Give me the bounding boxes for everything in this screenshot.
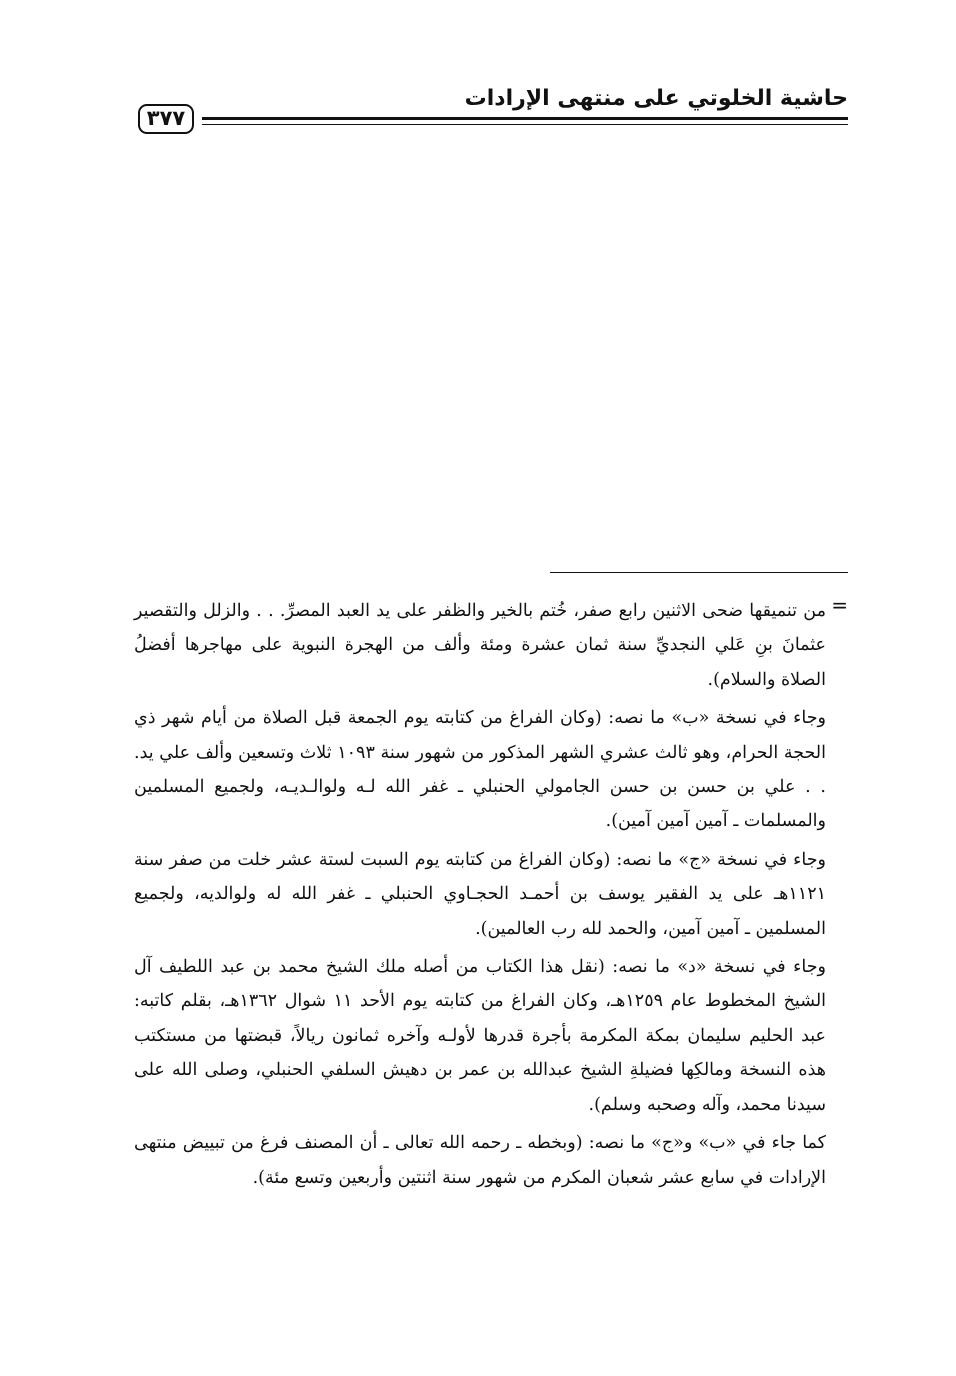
footnote-paragraph: كما جاء في «ب» و«ج» ما نصه: (وبخطه ـ رحمه الله تعالى ـ أن المصنف فرغ من تبييض منتهى الإرادات في سابع عشر شعبان المكرم من شهور سنة اثنتين وأربعين وتسع مئة). — [134, 1133, 826, 1188]
footnote-separator — [550, 572, 848, 573]
header-rule-thin — [202, 124, 848, 125]
footnote-paragraph: وجاء في نسخة «ب» ما نصه: (وكان الفراغ من كتابته يوم الجمعة قبل الصلاة من أيام شهر ذي الحجة الحرام، وهو ثالث عشري الشهر المذكور من شهور سنة ١٠٩٣ ثلاث وتسعين وألف علي يد. . . علي بن حسن بن حسن الجامولي الحنبلي ـ غفر الله لـه ولوالـديـه، ولجميع المسلمين والمسلمات ـ آمين آمين آمين). — [134, 708, 826, 832]
header-rule-thick — [202, 117, 848, 120]
footnote-continuation-mark: = — [831, 593, 848, 617]
footnote-paragraph: وجاء في نسخة «ج» ما نصه: (وكان الفراغ من كتابته يوم السبت لستة عشر خلت من صفر سنة ١١٢١هـ على يد الفقير يوسف بن أحمـد الحجـاوي الحنبلي ـ غفر الله له ولوالديه، ولجميع المسلمين ـ آمين آمين، والحمد لله رب العالمين). — [134, 849, 826, 939]
footnote-paragraph: من تنميقها ضحى الاثنين رابع صفر، خُتم بالخير والظفر على يد العبد المصرِّ. . . والزلل والتقصير عثمانَ بنِ عَلي النجديِّ سنة ثمان عشرة ومئة وألف من الهجرة النبوية على مهاجرها أفضلُ الصلاة والسلام). — [134, 601, 826, 690]
page-number: ٣٧٧ — [138, 104, 194, 134]
footnote-block — [134, 594, 826, 1199]
footnote-paragraph: وجاء في نسخة «د» ما نصه: (نقل هذا الكتاب من أصله ملك الشيخ محمد بن عبد اللطيف آل الشيخ المخطوط عام ١٢٥٩هـ، وكان الفراغ من كتابته يوم الأحد ١١ شوال ١٣٦٢هـ، بقلم كاتبه: عبد الحليم سليمان بمكة المكرمة بأجرة قدرها لأولـه وآخره ثمانون ريالاً، قبضتها من مستكتب هذه النسخة ومالكِها فضيلةِ الشيخ عبدالله بن عمر بن دهيش السلفي الحنبلي، وصلى الله على سيدنا محمد، وآله وصحبه وسلم). — [134, 957, 827, 1115]
running-title: حاشية الخلوتي على منتهى الإرادات — [464, 86, 848, 111]
